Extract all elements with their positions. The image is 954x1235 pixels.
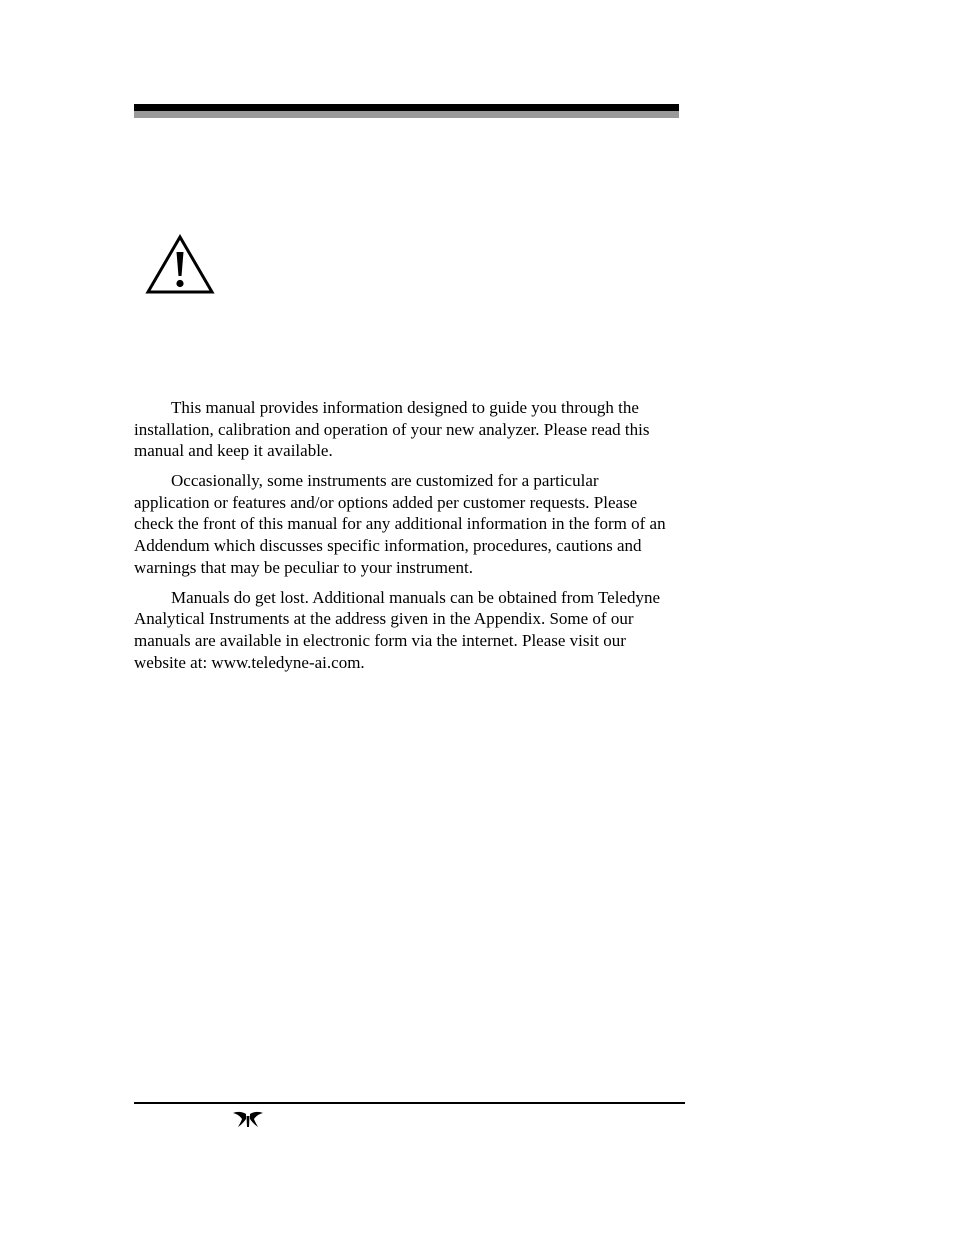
header-rule-gray: [134, 111, 679, 118]
paragraph-lost-manuals: Manuals do get lost. Additional manuals can be obtained from Teledyne Analytical Instruments at the address given in the Appendix. Some of our manuals are available in electronic form via the internet. Please visit our website at: www.teledyne-ai.com.: [134, 587, 661, 672]
footer-rule: [134, 1102, 685, 1104]
teledyne-logo-icon: [232, 1110, 264, 1128]
header-rule-black: [134, 104, 679, 111]
paragraph-guide: This manual provides information designed to guide you through the installation, calibration and operation of your new analyzer. Please read this manual and keep it available.: [134, 398, 650, 461]
paragraph-customization: Occasionally, some instruments are customized for a particular application or features and/or options added per customer requests. Please check the front of this manual for any additional information in the form of an Addendum which discusses specific information, procedures, cautions and warnings that may be peculiar to your instrument.: [134, 471, 666, 577]
intro-text: [134, 397, 674, 682]
header-rule: [134, 104, 679, 119]
warning-triangle-icon: [145, 234, 215, 295]
